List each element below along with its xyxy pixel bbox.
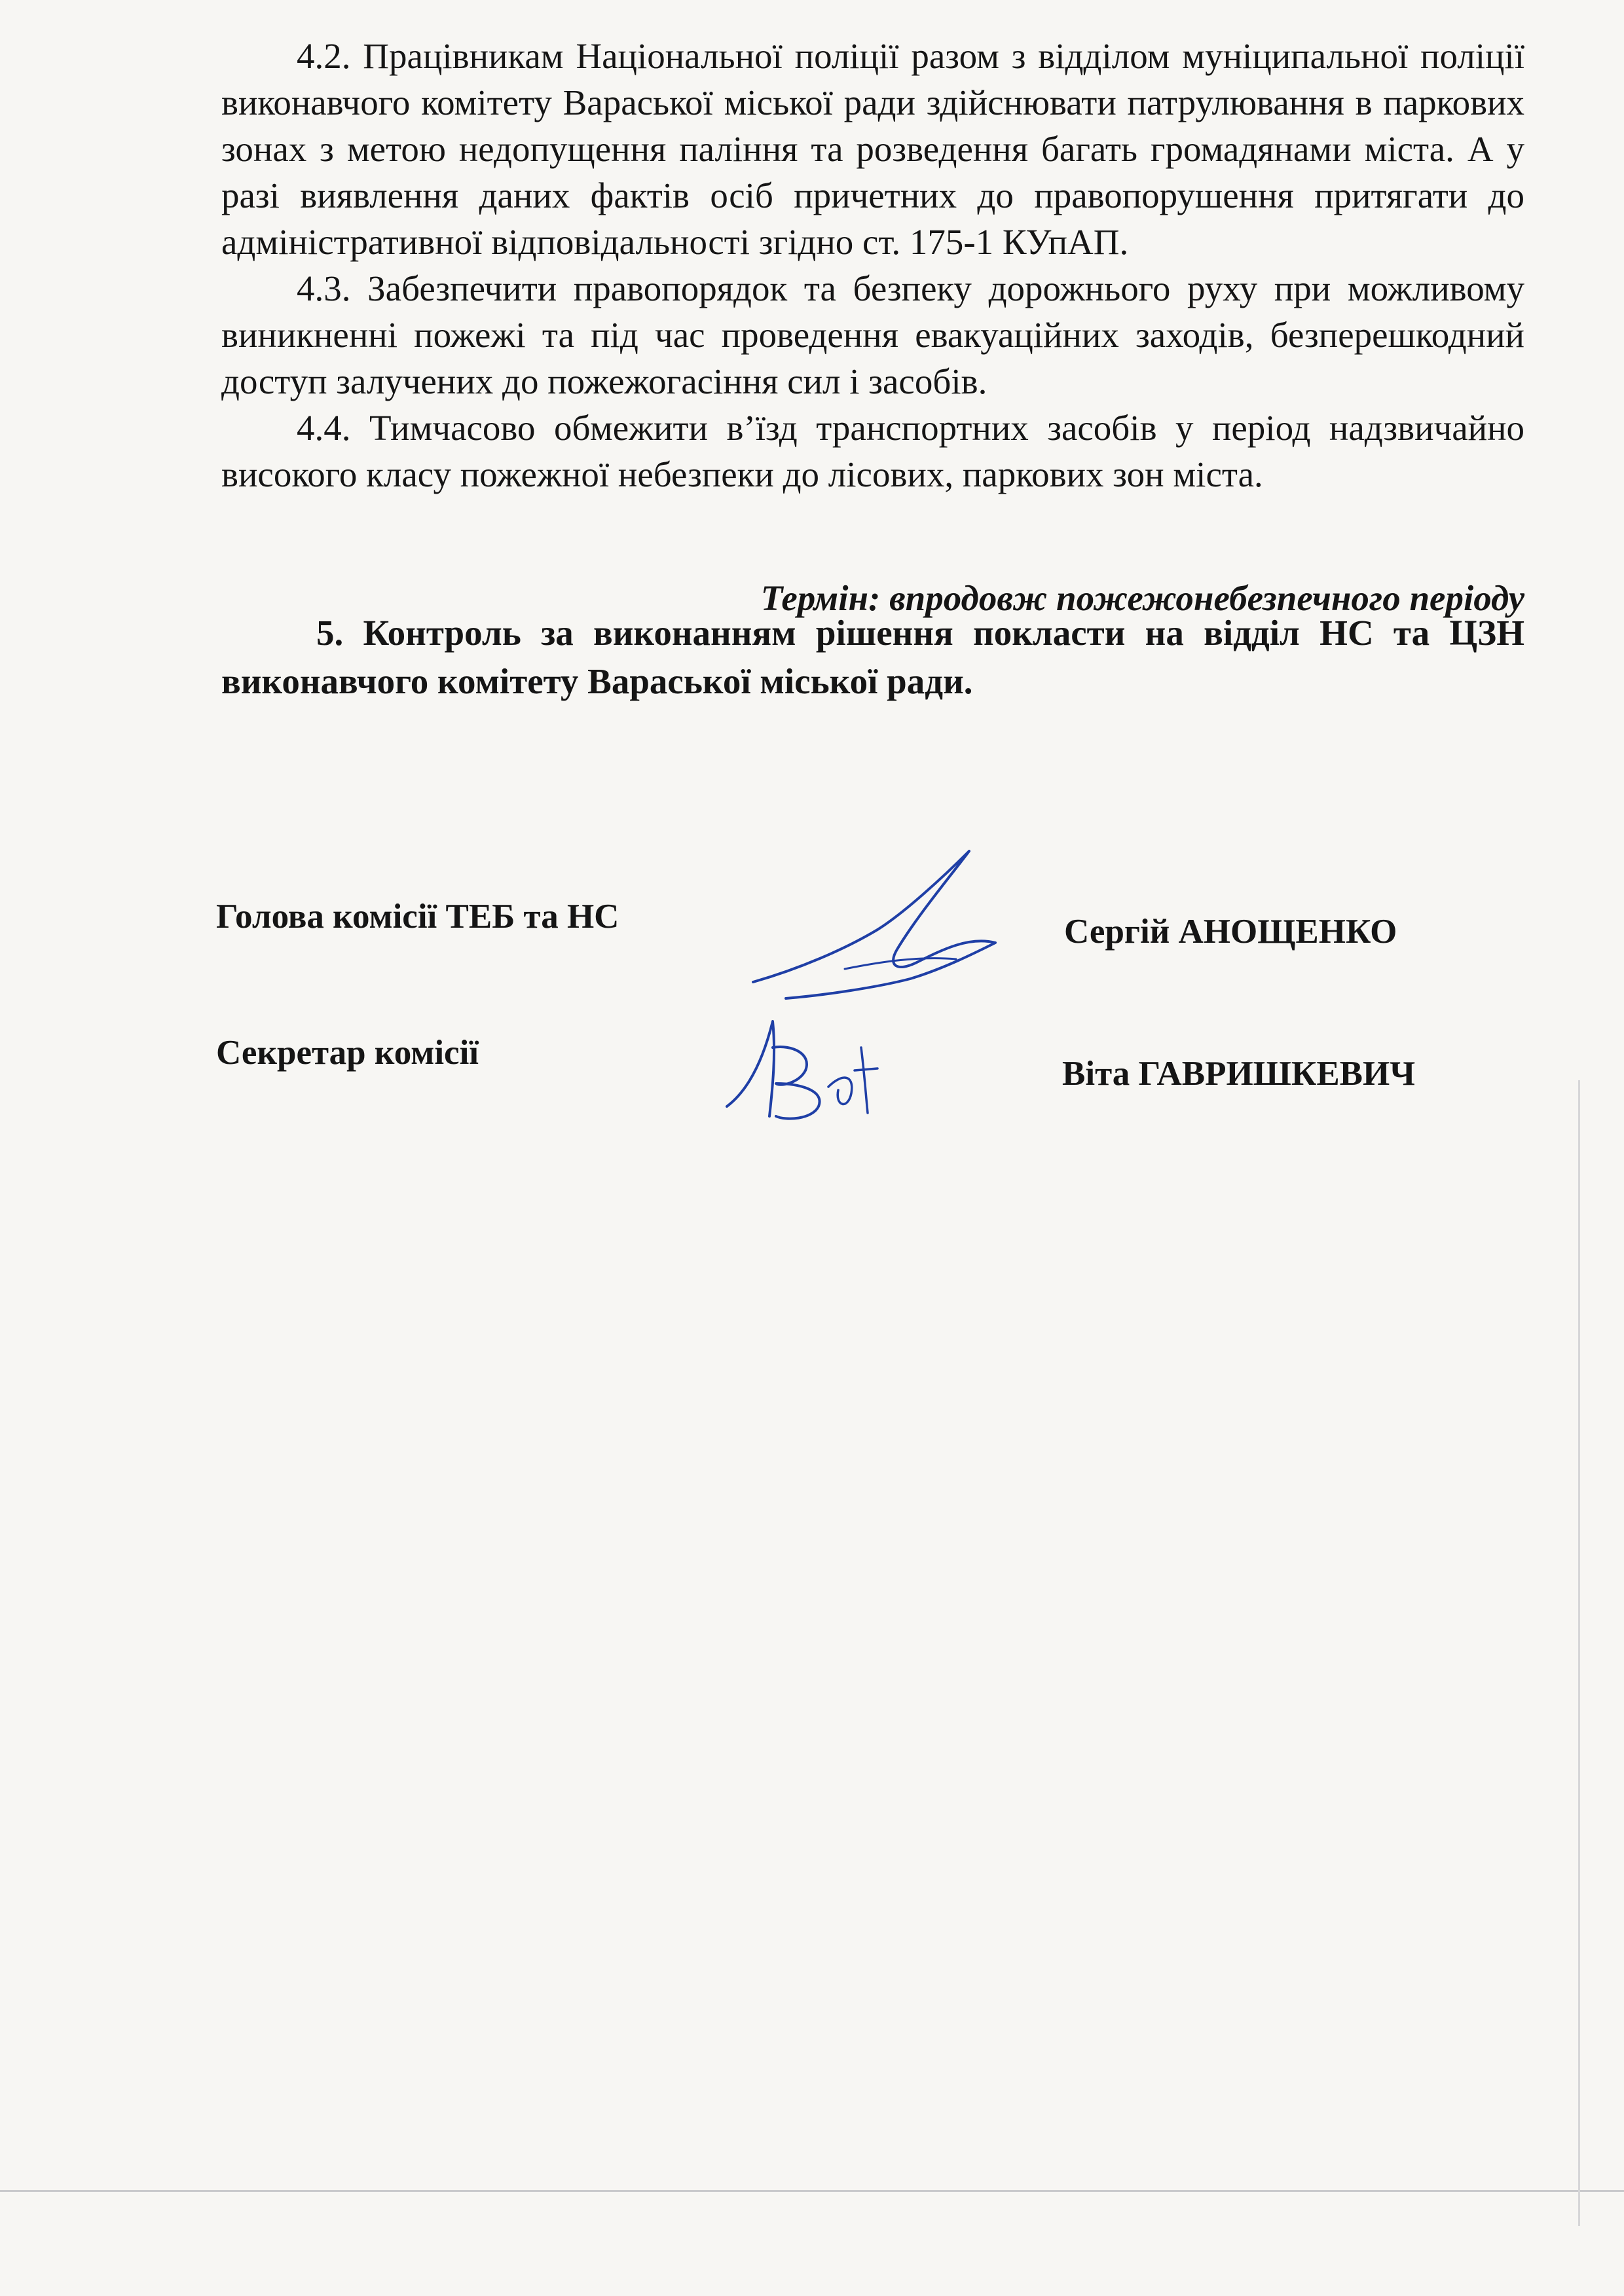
deadline-term: Термін: впродовж пожежонебезпечного періоду	[760, 578, 1524, 618]
chair-label: Голова комісії ТЕБ та НС	[216, 898, 619, 936]
secretary-signature	[714, 1008, 910, 1126]
control-clause	[221, 609, 1524, 706]
paragraph-4-2: 4.2. Працівникам Національної поліції разом з відділом муніципальної поліції виконавчого комітету Вараської міської ради здійснювати патрулювання в паркових зонах з метою недопущення паління та розведення багать громадянами міста. А у разі виявлення даних фактів осіб причетних до правопорушення притягати до адміністративної відповідальності згідно ст. 175-1 КУпАП.	[221, 36, 1524, 262]
document-body	[221, 33, 1524, 498]
bottom-rule	[0, 2190, 1624, 2192]
chair-signature	[747, 838, 1022, 1008]
control-clause-text: 5. Контроль за виконанням рішення покласти на відділ НС та ЦЗН виконавчого комітету Вараської міської ради.	[221, 613, 1524, 701]
chair-name: Сергій АНОЩЕНКО	[1064, 913, 1397, 951]
paragraph-4-4: 4.4. Тимчасово обмежити в’їзд транспортних засобів у період надзвичайно високого класу пожежної небезпеки до лісових, паркових зон міста.	[221, 408, 1524, 494]
secretary-name: Віта ГАВРИШКЕВИЧ	[1062, 1055, 1416, 1093]
secretary-label: Секретар комісії	[216, 1034, 479, 1072]
page-edge	[1578, 1080, 1580, 2226]
paragraph-4-3: 4.3. Забезпечити правопорядок та безпеку дорожнього руху при можливому виникненні пожежі та під час проведення евакуаційних заходів, безперешкодний доступ залучених до пожежогасіння сил і засобів.	[221, 268, 1524, 401]
